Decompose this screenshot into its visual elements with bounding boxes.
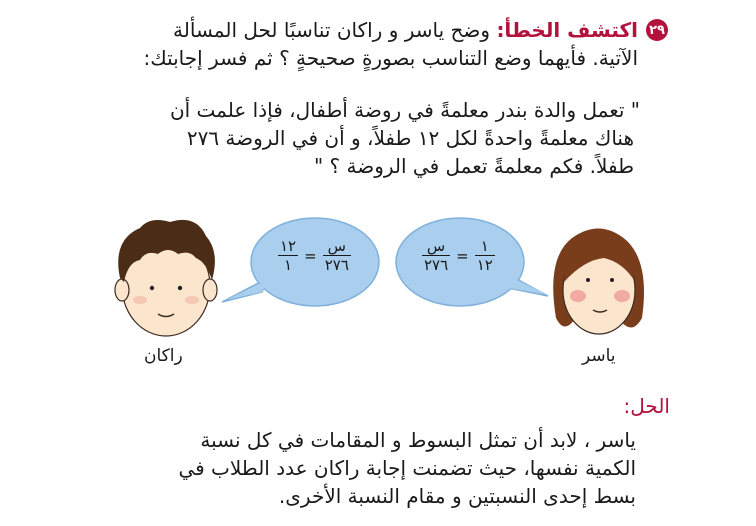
yasser-equals-sign: =: [456, 246, 469, 265]
rakan-left-denominator: ٢٧٦: [324, 256, 349, 274]
yasser-face-icon: [553, 228, 644, 334]
rakan-right-numerator: ١٢: [280, 237, 297, 255]
question-title: اكتشف الخطأ:: [496, 18, 638, 42]
rakan-face-icon: [115, 220, 217, 336]
rakan-right-denominator: ١: [284, 256, 293, 274]
rakan-proportion: [278, 238, 351, 273]
solution-line-2: الكمية نفسها، حيث تضمنت إجابة راكان عدد الطلاب في: [178, 456, 636, 480]
rakan-name-label: راكان: [144, 346, 183, 366]
yasser-fraction-left: [475, 238, 495, 273]
solution-line-1: ياسر ، لابد أن تمثل البسوط و المقامات في كل نسبة: [200, 428, 636, 452]
yasser-name-label: ياسر: [582, 346, 616, 366]
question-line-1-text: وضح ياسر و راكان تناسبًا لحل المسألة: [173, 18, 497, 42]
problem-line-1: " تعمل والدة بندر معلمةً في روضة أطفال، فإذا علمت أن: [169, 98, 640, 122]
rakan-fraction-right: [278, 238, 298, 273]
yasser-left-denominator: ١٢: [476, 256, 493, 274]
solution-label: الحل:: [623, 394, 670, 418]
problem-line-2: هناك معلمةً واحدةً لكل ١٢ طفلاً، و أن في الروضة ٢٧٦: [186, 126, 634, 150]
rakan-fraction-left: [323, 238, 351, 273]
yasser-right-denominator: ٢٧٦: [424, 256, 449, 274]
solution-line-3: بسط إحدى النسبتين و مقام النسبة الأخرى.: [278, 484, 636, 508]
yasser-proportion: [422, 238, 495, 273]
question-number-badge: ٢٩: [646, 19, 668, 41]
yasser-fraction-right: [422, 238, 450, 273]
rakan-left-numerator: س: [327, 237, 346, 255]
yasser-right-numerator: س: [426, 237, 446, 255]
question-line-2: الآتية. فأيهما وضع التناسب بصورةٍ صحيحةٍ ؟ ثم فسر إجابتك:: [143, 46, 638, 70]
rakan-equals-sign: =: [304, 246, 317, 265]
problem-line-3: طفلاً. فكم معلمةً تعمل في الروضة ؟ ": [313, 154, 634, 178]
yasser-left-numerator: ١: [480, 237, 489, 255]
